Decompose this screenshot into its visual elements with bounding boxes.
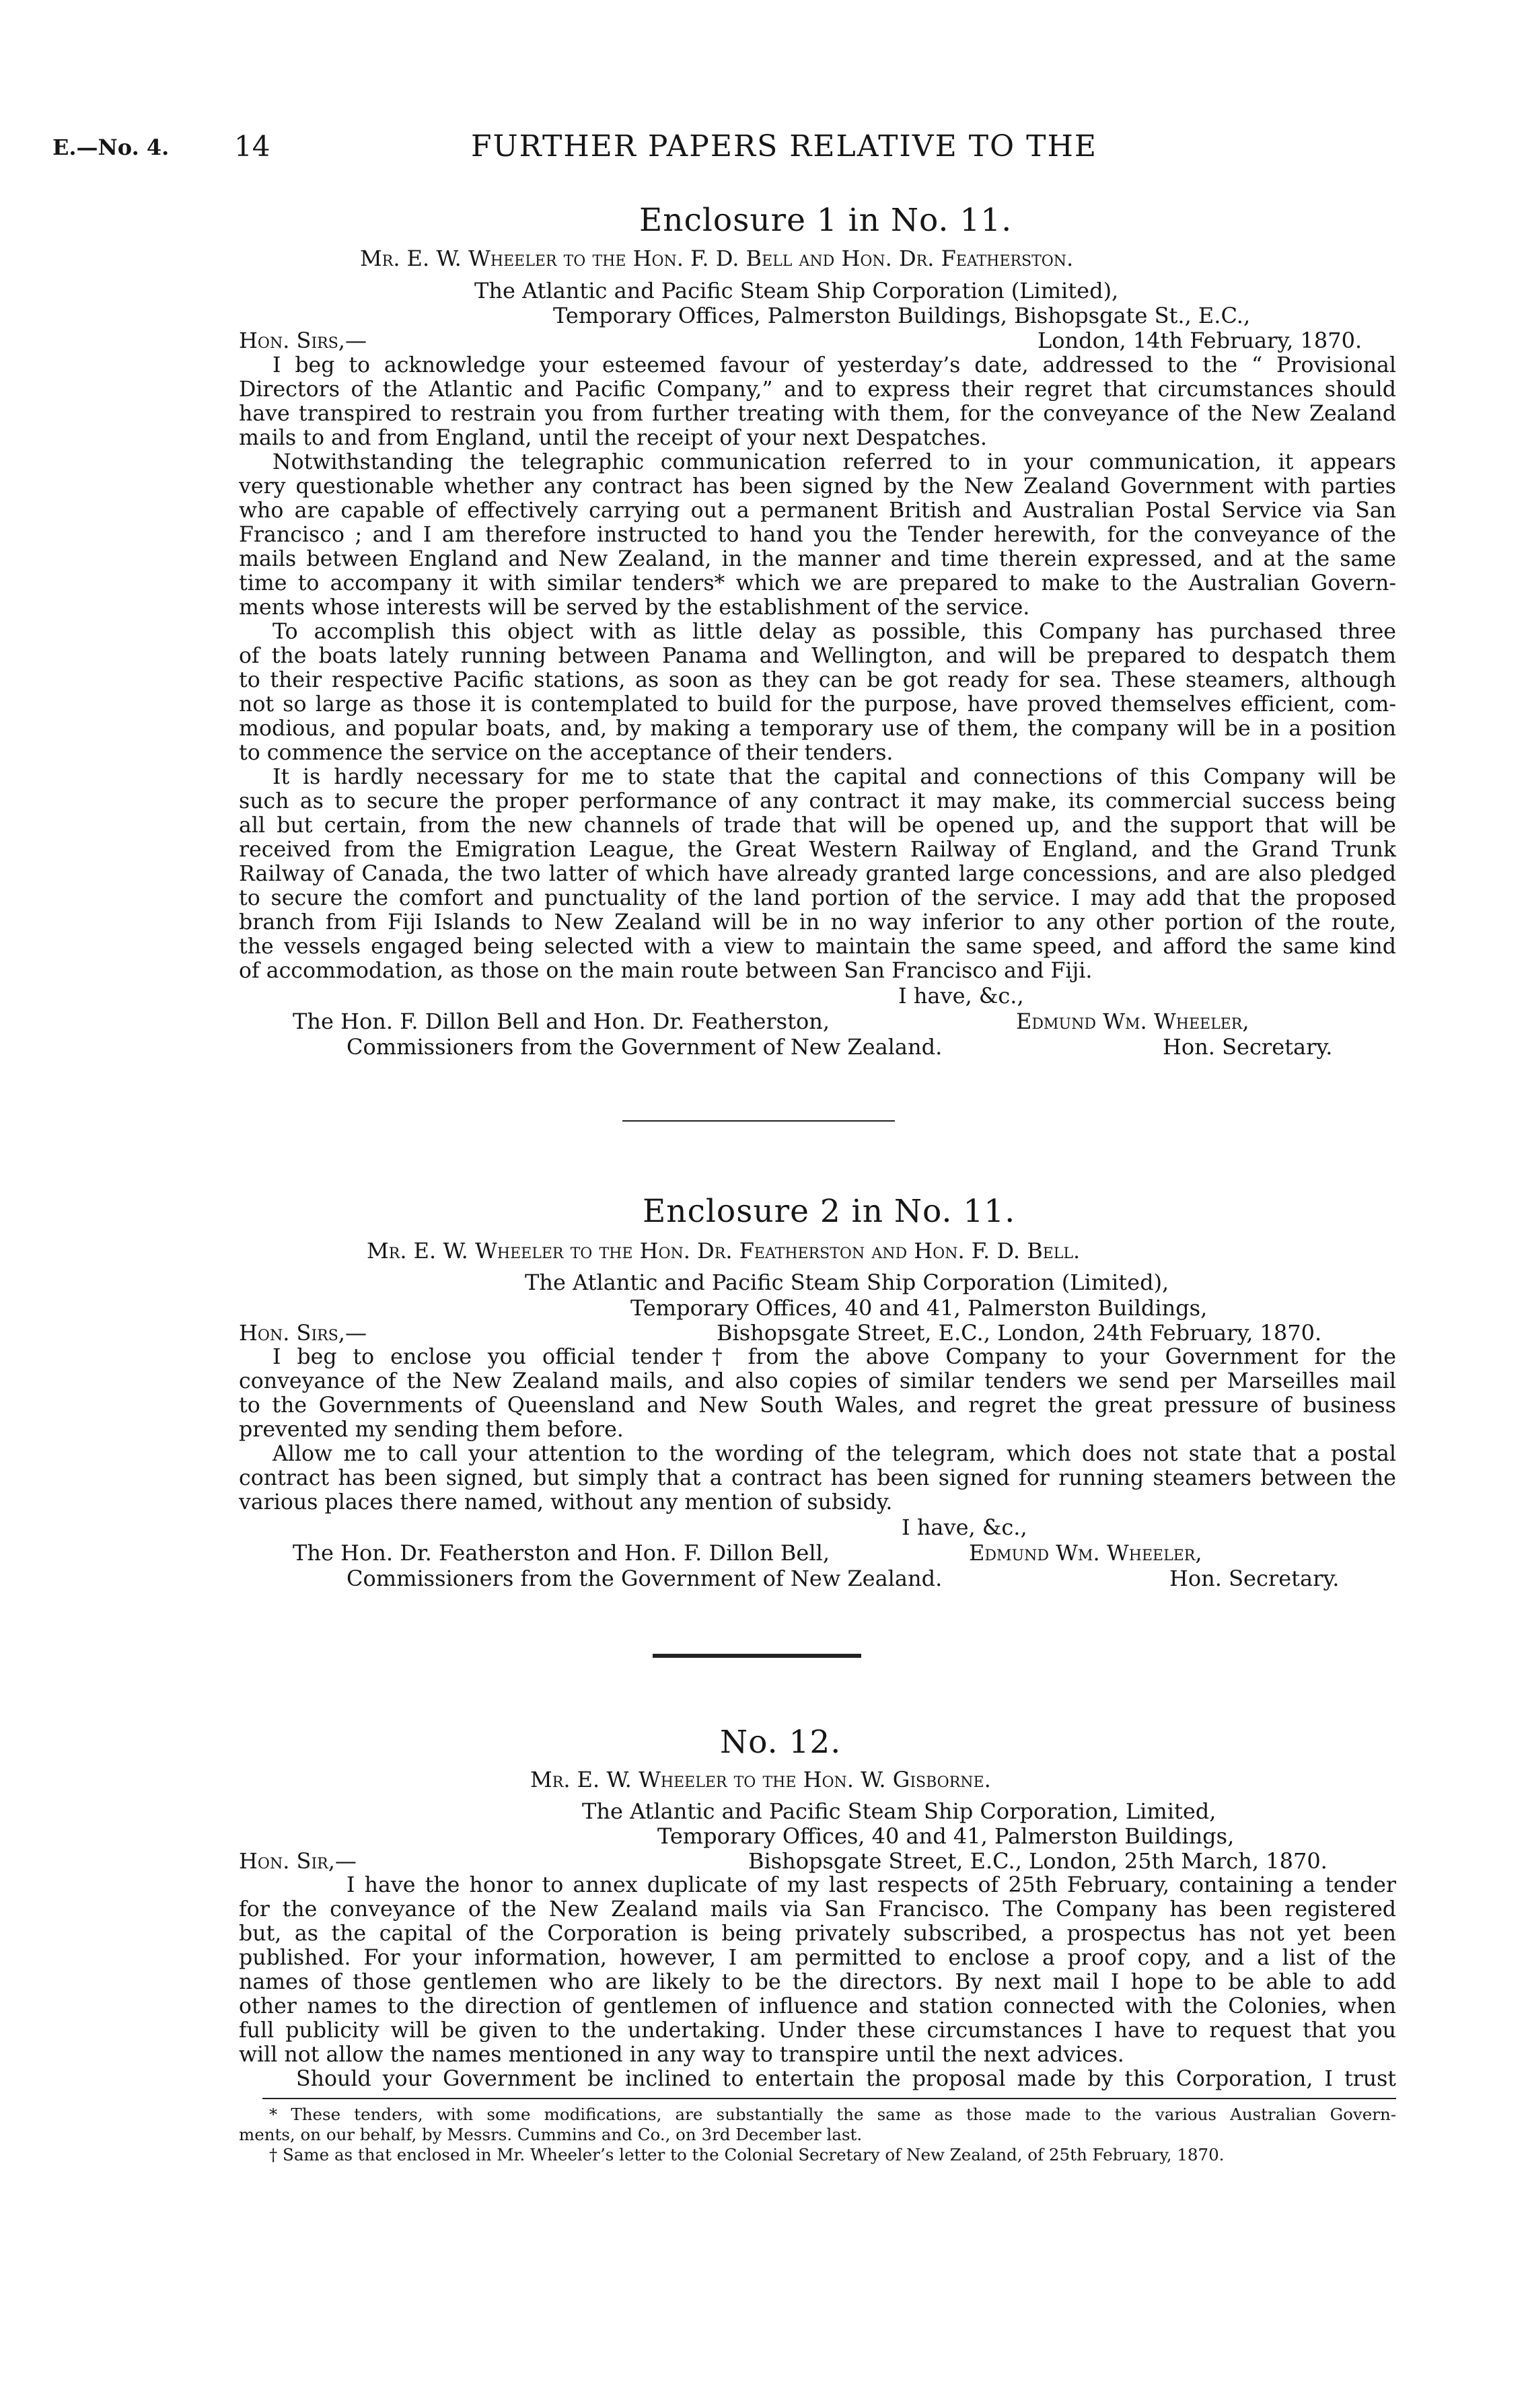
footnote-line: * These tenders, with some modifications, are substantially the same as those made to the various Australian Govern- [269, 2105, 1396, 2124]
body-line: of accommodation, as those on the main route between San Francisco and Fiji. [239, 959, 1093, 983]
body-line: Railway of Canada, the two latter of which have already granted large concessions, and are also pledged [239, 862, 1396, 886]
body-line: to commence the service on the acceptance of their tenders. [239, 741, 894, 765]
body-line: to secure the comfort and punctuality of the land portion of the service. I may add that the proposed [239, 886, 1396, 910]
body-line: received from the Emigration League, the Great Western Railway of England, and the Grand Trunk [239, 838, 1396, 862]
no-12-heading: No. 12. [720, 1724, 842, 1761]
body-line: To accomplish this object with as little delay as possible, this Company has purchased three [272, 620, 1396, 644]
enclosure-1-heading: Enclosure 1 in No. 11. [639, 202, 1013, 239]
body-line: all but certain, from the new channels of trade that will be opened up, and the support that will be [239, 813, 1396, 838]
body-line: I beg to acknowledge your esteemed favour of yesterday’s date, addressed to the “ Provisional [272, 353, 1396, 377]
body-line: ments whose interests will be served by the establishment of the service. [239, 595, 1030, 620]
body-line: very questionable whether any contract has been signed by the New Zealand Government with parties [239, 474, 1396, 499]
enclosure-2-heading: Enclosure 2 in No. 11. [643, 1193, 1016, 1230]
body-line: of the boats lately running between Panama and Wellington, and will be prepared to despatch them [239, 644, 1396, 668]
body-line: who are capable of effectively carrying out a permanent British and Australian Postal Service via San [239, 499, 1396, 523]
body-line: prevented my sending them before. [239, 1418, 624, 1442]
no-12-address-line-1: The Atlantic and Pacific Steam Ship Corporation, Limited, [582, 1798, 1216, 1824]
body-line: I beg to enclose you official tender† from the above Company to your Government for the [272, 1345, 1396, 1369]
body-line: Francisco ; and I am therefore instructed to hand you the Tender herewith, for the conveyance of the [239, 523, 1396, 547]
no-12-salutation: Hon. Sir,— [239, 1848, 357, 1874]
enclosure-1-salutation: Hon. Sirs,— [239, 328, 367, 353]
no-12-address-line-2: Temporary Offices, 40 and 41, Palmerston Buildings, [657, 1823, 1235, 1849]
enclosure-2-addressee-line-2: Commissioners from the Government of New Zealand. [347, 1566, 943, 1591]
enclosure-1-from-to: Mr. E. W. Wheeler to the Hon. F. D. Bell and Hon. Dr. Featherston. [360, 246, 1074, 271]
body-line: to the Governments of Queensland and New South Wales, and regret the great pressure of business [239, 1393, 1396, 1418]
body-line: the vessels engaged being selected with a view to maintain the same speed, and afford the same kind [239, 935, 1396, 959]
page-number: 14 [234, 130, 270, 163]
enclosure-1-addressee-line-1: The Hon. F. Dillon Bell and Hon. Dr. Featherston, [293, 1009, 830, 1034]
no-12-date: Bishopsgate Street, E.C., London, 25th March, 1870. [748, 1848, 1328, 1874]
body-line: contract has been signed, but simply that a contract has been signed for running steamers between the [239, 1466, 1396, 1490]
section-divider-thick [653, 1654, 861, 1658]
document-reference: E.—No. 4. [52, 135, 170, 160]
section-divider [622, 1120, 895, 1122]
enclosure-1-signature: Edmund Wm. Wheeler, [1016, 1009, 1249, 1034]
body-line: published. For your information, however, I am permitted to enclose a proof copy, and a list of the [239, 1946, 1396, 1970]
body-line: Notwithstanding the telegraphic communication referred to in your communication, it appears [272, 450, 1396, 474]
body-line: mails between England and New Zealand, in the manner and time therein expressed, and at the same [239, 547, 1396, 571]
no-12-from-to: Mr. E. W. Wheeler to the Hon. W. Gisborne. [530, 1767, 991, 1792]
body-line: such as to secure the proper performance of any contract it may make, its commercial success being [239, 789, 1396, 813]
footnote-line: † Same as that enclosed in Mr. Wheeler’s letter to the Colonial Secretary of New Zealand, of 25th February, 1870. [269, 2145, 1225, 2164]
enclosure-2-salutation: Hon. Sirs,— [239, 1320, 367, 1346]
body-line: not so large as those it is contemplated to build for the purpose, have proved themselves efficient, com- [239, 692, 1396, 717]
enclosure-2-address-line-2: Temporary Offices, 40 and 41, Palmerston Buildings, [630, 1295, 1208, 1321]
body-line: I have the honor to annex duplicate of my last respects of 25th February, containing a tender [347, 1873, 1396, 1897]
body-line: have transpired to restrain you from further treating with them, for the conveyance of the New Zealand [239, 402, 1396, 426]
body-line: to their respective Pacific stations, as soon as they can be got ready for sea. These steamers, although [239, 668, 1396, 692]
body-line: conveyance of the New Zealand mails, and also copies of similar tenders we send per Marseilles mail [239, 1369, 1396, 1393]
body-line: various places there named, without any mention of subsidy. [239, 1490, 893, 1515]
enclosure-2-closing: I have, &c., [902, 1515, 1027, 1540]
enclosure-2-date: Bishopsgate Street, E.C., London, 24th February, 1870. [717, 1320, 1322, 1346]
body-line: Directors of the Atlantic and Pacific Company,” and to express their regret that circumstances should [239, 377, 1396, 402]
body-line: Should your Government be inclined to entertain the proposal made by this Corporation, I trust [296, 2067, 1396, 2091]
enclosure-2-addressee-line-1: The Hon. Dr. Featherston and Hon. F. Dillon Bell, [293, 1540, 830, 1566]
footnote-line: ments, on our behalf, by Messrs. Cummins and Co., on 3rd December last. [239, 2125, 863, 2144]
body-line: full publicity will be given to the undertaking. Under these circumstances I have to request that you [239, 2018, 1396, 2043]
body-line: It is hardly necessary for me to state that the capital and connections of this Company will be [272, 765, 1396, 789]
enclosure-2-signature: Edmund Wm. Wheeler, [969, 1540, 1202, 1566]
running-title: FURTHER PAPERS RELATIVE TO THE [471, 129, 1097, 163]
body-line: will not allow the names mentioned in any way to transpire until the next advices. [239, 2043, 1124, 2067]
enclosure-1-address-line-2: Temporary Offices, Palmerston Buildings, Bishopsgate St., E.C., [553, 303, 1251, 328]
body-line: branch from Fiji Islands to New Zealand will be in no way inferior to any other portion of the route, [239, 910, 1396, 935]
body-line: time to accompany it with similar tenders* which we are prepared to make to the Australian Govern- [239, 571, 1396, 595]
enclosure-2-from-to: Mr. E. W. Wheeler to the Hon. Dr. Featherston and Hon. F. D. Bell. [367, 1238, 1081, 1264]
enclosure-1-date: London, 14th February, 1870. [1038, 328, 1362, 353]
body-line: modious, and popular boats, and, by making a temporary use of them, the company will be in a position [239, 717, 1396, 741]
body-line: other names to the direction of gentlemen of influence and station connected with the Colonies, when [239, 1994, 1396, 2018]
footnote-rule [262, 2098, 1396, 2099]
body-line: mails to and from England, until the receipt of your next Despatches. [239, 426, 987, 450]
enclosure-2-signature-title: Hon. Secretary. [1169, 1566, 1340, 1591]
enclosure-1-address-line-1: The Atlantic and Pacific Steam Ship Corporation (Limited), [474, 278, 1119, 303]
body-line: Allow me to call your attention to the wording of the telegram, which does not state that a postal [272, 1442, 1396, 1466]
enclosure-1-signature-title: Hon. Secretary. [1163, 1034, 1333, 1060]
body-line: names of those gentlemen who are likely to be the directors. By next mail I hope to be able to add [239, 1970, 1396, 1994]
body-line: but, as the capital of the Corporation is being privately subscribed, a prospectus has not yet been [239, 1922, 1396, 1946]
enclosure-1-addressee-line-2: Commissioners from the Government of New Zealand. [347, 1034, 943, 1060]
body-line: for the conveyance of the New Zealand mails via San Francisco. The Company has been registered [239, 1897, 1396, 1922]
enclosure-1-closing: I have, &c., [898, 983, 1024, 1009]
enclosure-2-address-line-1: The Atlantic and Pacific Steam Ship Corporation (Limited), [525, 1270, 1169, 1295]
